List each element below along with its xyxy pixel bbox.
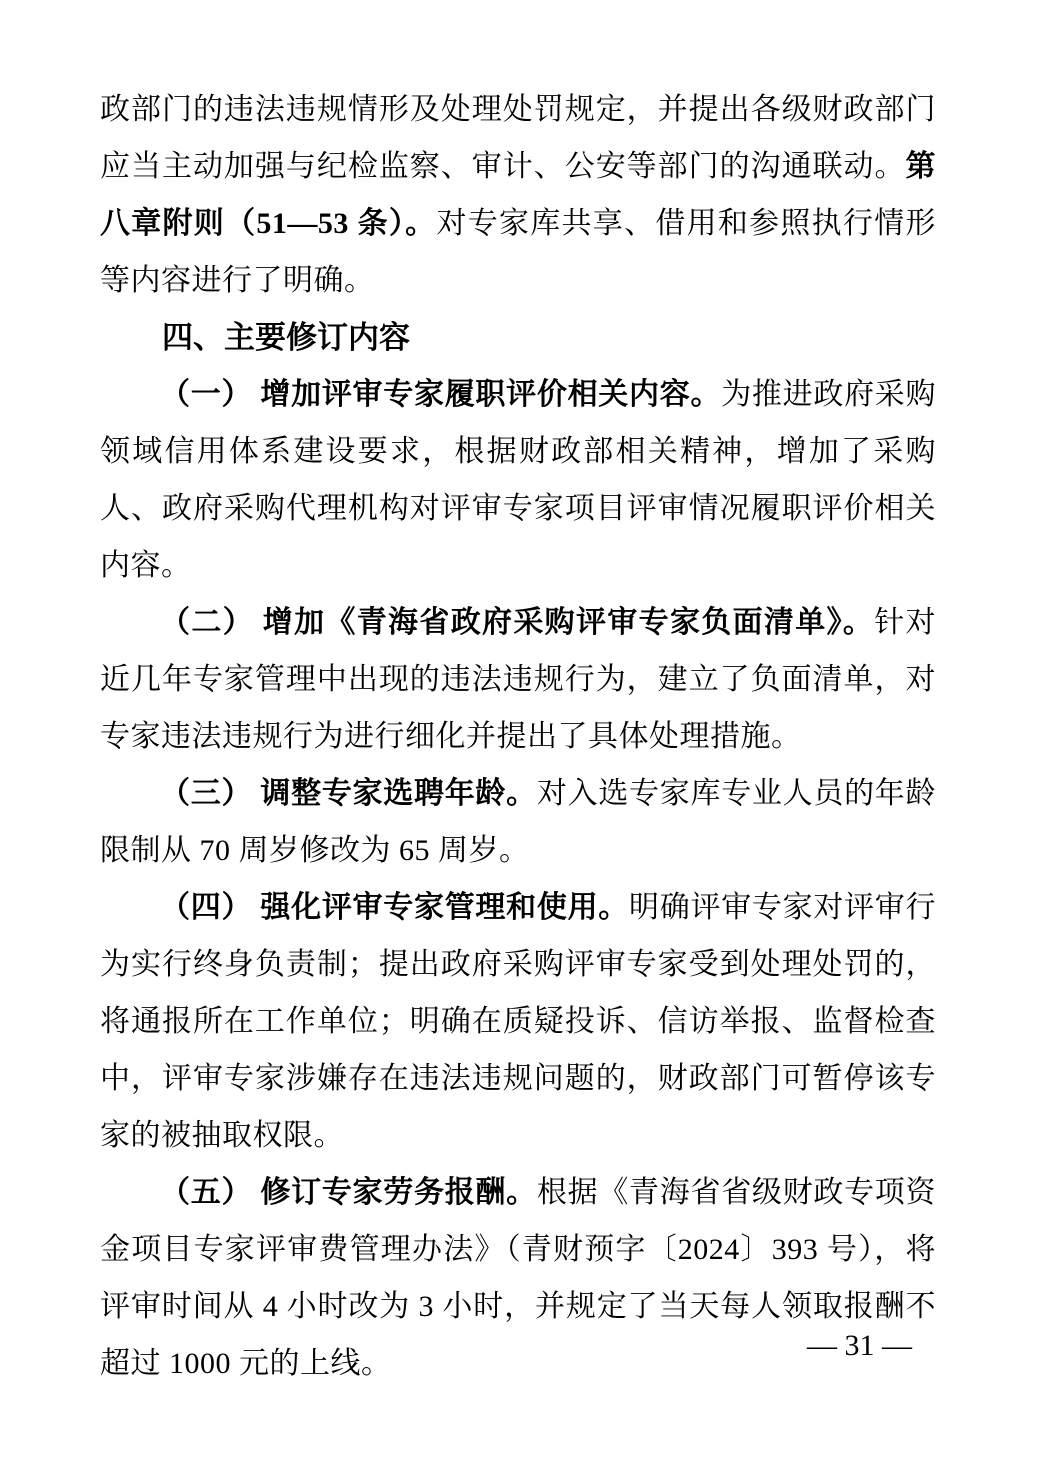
item-5-lead: （五） 修订专家劳务报酬。 — [160, 1176, 537, 1209]
item-1-lead: （一） 增加评审专家履职评价相关内容。 — [160, 378, 722, 411]
paragraph-item-4 — [100, 879, 936, 1164]
intro-text-pre: 政部门的违法违规情形及处理处罚规定，并提出各级财政部门应当主动加强与纪检监察、审计、公安等部门的沟通联动。 — [100, 93, 936, 183]
paragraph-item-3 — [100, 765, 936, 879]
document-content — [100, 81, 936, 1392]
paragraph-intro — [100, 81, 936, 309]
item-4-lead: （四） 强化评审专家管理和使用。 — [160, 891, 630, 924]
item-2-body: 针对近几年专家管理中出现的违法违规行为，建立了负面清单，对专家违法违规行为进行细化并提出了具体处理措施。 — [100, 606, 937, 753]
paragraph-item-1 — [100, 366, 936, 594]
item-2-lead: （二） 增加《青海省政府采购评审专家负面清单》。 — [160, 606, 875, 639]
section-heading: 四、主要修订内容 — [162, 320, 410, 355]
item-5-body: 根据《青海省省级财政专项资金项目专家评审费管理办法》（青财预字〔2024〕393 号），将评审时间从 4 小时改为 3 小时，并规定了当天每人领取报酬不超过 1000 元的上线。 — [100, 1176, 937, 1380]
item-3-body: 对入选专家库专业人员的年龄限制从 70 周岁修改为 65 周岁。 — [100, 777, 937, 867]
intro-text-bold: 第八章附则（51—53 条）。 — [100, 150, 936, 240]
item-4-body: 明确评审专家对评审行为实行终身负责制；提出政府采购评审专家受到处理处罚的，将通报所在工作单位；明确在质疑投诉、信访举报、监督检查中，评审专家涉嫌存在违法违规问题的，财政部门可暂停该专家的被抽取权限。 — [100, 891, 937, 1152]
paragraph-item-2 — [100, 594, 936, 765]
item-3-lead: （三） 调整专家选聘年龄。 — [160, 777, 537, 810]
intro-text-post: 对专家库共享、借用和参照执行情形等内容进行了明确。 — [100, 207, 936, 297]
page-number: — 31 — — [807, 1329, 912, 1362]
item-1-body: 为推进政府采购领域信用体系建设要求，根据财政部相关精神，增加了采购人、政府采购代理机构对评审专家项目评审情况履职评价相关内容。 — [100, 378, 937, 582]
